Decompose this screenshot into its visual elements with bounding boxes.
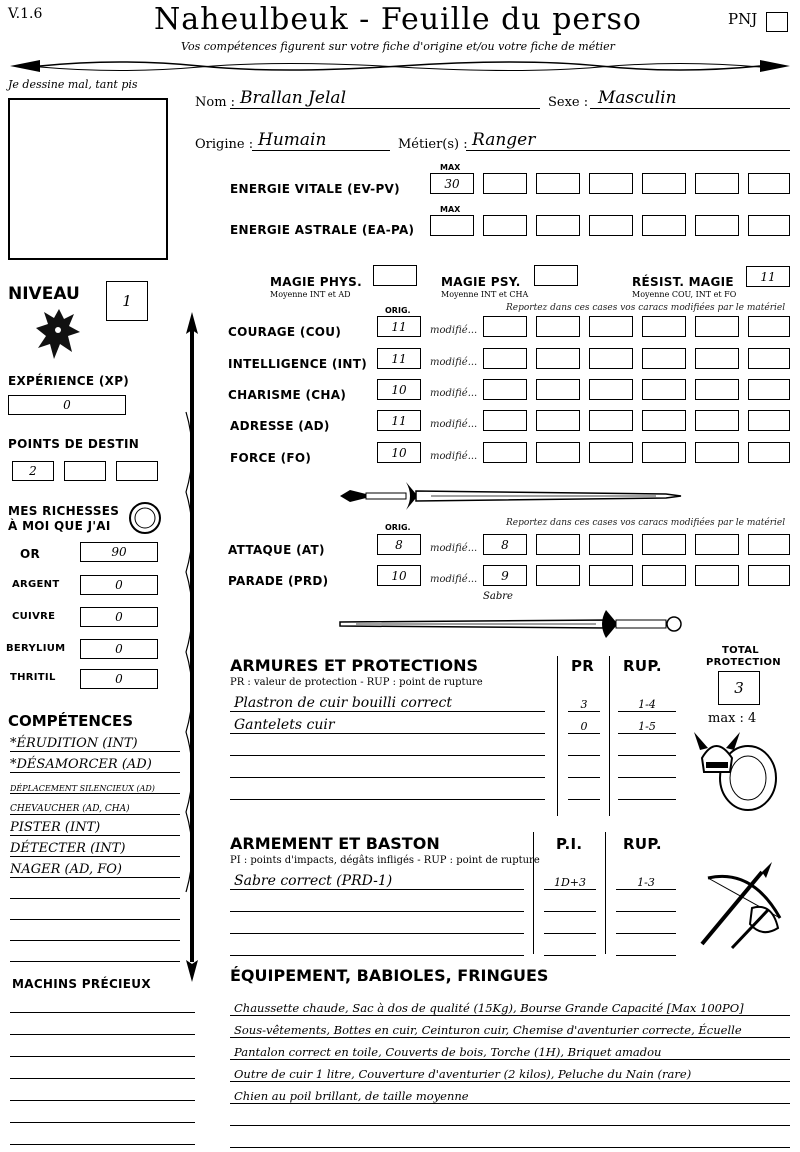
combat-note: Reportez dans ces cases vos caracs modifiées par le matériel — [506, 518, 786, 528]
armement-col-divider-2 — [605, 832, 606, 954]
arme-row-2-pi[interactable] — [544, 892, 596, 912]
magie-phys-box[interactable] — [373, 265, 417, 286]
courage-mod-5[interactable] — [695, 316, 739, 337]
arme-row-1-pi[interactable]: 1D+3 — [544, 870, 596, 890]
adresse-mod-1[interactable] — [483, 410, 527, 431]
attaque-mod-2[interactable] — [536, 534, 580, 555]
equipement-line-4[interactable]: Outre de cuir 1 litre, Couverture d'aventurier (2 kilos), Peluche du Nain (rare) — [230, 1060, 790, 1082]
ev-box-3[interactable] — [589, 173, 633, 194]
armure-row-2-pr[interactable]: 0 — [568, 714, 600, 734]
armement-title: ARMEMENT ET BASTON — [230, 834, 440, 853]
armure-row-3-name[interactable] — [230, 734, 545, 756]
machins-line-4[interactable] — [10, 1078, 195, 1079]
attaque-modif-label: modifié... — [430, 543, 478, 554]
or-box[interactable]: 90 — [80, 542, 158, 562]
machins-line-3[interactable] — [10, 1056, 195, 1057]
experience-box[interactable]: 0 — [8, 395, 126, 415]
armure-row-5-name[interactable] — [230, 778, 545, 800]
arme-row-2-rup[interactable] — [616, 892, 676, 912]
armure-row-2-rup[interactable]: 1-5 — [618, 714, 676, 734]
intelligence-modif-label: modifié... — [430, 357, 478, 368]
competence-10[interactable] — [10, 921, 180, 941]
ea-box-1[interactable] — [483, 215, 527, 236]
armure-row-1-pr[interactable]: 3 — [568, 692, 600, 712]
competence-1[interactable]: *ÉRUDITION (INT) — [10, 732, 180, 752]
adresse-orig-box[interactable]: 11 — [377, 410, 421, 431]
intelligence-orig-box[interactable]: 11 — [377, 348, 421, 369]
armement-sub: PI : points d'impacts, dégâts infligés - RUP : point de rupture — [230, 855, 540, 866]
arme-row-4-pi[interactable] — [544, 936, 596, 956]
cuivre-box[interactable]: 0 — [80, 607, 158, 627]
or-label: OR — [20, 547, 41, 561]
attaque-mod-4[interactable] — [642, 534, 686, 555]
armure-row-5-pr[interactable] — [568, 780, 600, 800]
niveau-label: NIVEAU — [8, 284, 80, 304]
ea-max-label: MAX — [440, 205, 461, 214]
machins-line-5[interactable] — [10, 1100, 195, 1101]
charisme-modif-label: modifié... — [430, 388, 478, 399]
force-label: FORCE (FO) — [230, 451, 312, 465]
parade-mod-4[interactable] — [642, 565, 686, 586]
portrait-caption: Je dessine mal, tant pis — [8, 78, 138, 91]
spear-ornament — [180, 312, 204, 982]
courage-label: COURAGE (COU) — [228, 325, 342, 339]
competence-2[interactable]: *DÉSAMORCER (AD) — [10, 753, 180, 773]
ev-box-1[interactable] — [483, 173, 527, 194]
experience-label: EXPÉRIENCE (XP) — [8, 374, 130, 388]
resist-magie-box[interactable]: 11 — [746, 266, 790, 287]
sword-icon — [336, 478, 686, 514]
sheet-title: Naheulbeuk - Feuille du perso — [154, 2, 642, 37]
weapons-icon — [692, 858, 788, 954]
berylium-box[interactable]: 0 — [80, 639, 158, 659]
equipement-line-6[interactable] — [230, 1104, 790, 1126]
armure-row-3-rup[interactable] — [618, 736, 676, 756]
ea-box-6[interactable] — [748, 215, 790, 236]
parade-orig-box[interactable]: 10 — [377, 565, 421, 586]
ea-box-4[interactable] — [642, 215, 686, 236]
portrait-box[interactable] — [8, 98, 168, 260]
niveau-box[interactable]: 1 — [106, 281, 148, 321]
nom-field-line — [230, 108, 540, 109]
charisme-orig-box[interactable]: 10 — [377, 379, 421, 400]
magie-phys-label: MAGIE PHYS. — [270, 275, 362, 289]
ea-label: ENERGIE ASTRALE (EA-PA) — [230, 223, 415, 237]
nom-label: Nom : — [195, 95, 236, 110]
parade-mod-6[interactable] — [748, 565, 790, 586]
equipement-line-2[interactable]: Sous-vêtements, Bottes en cuir, Ceinturon cuir, Chemise d'aventurier correcte, Écuelle — [230, 1016, 790, 1038]
intelligence-mod-3[interactable] — [589, 348, 633, 369]
destin-box-2[interactable] — [64, 461, 106, 481]
parade-label: PARADE (PRD) — [228, 574, 329, 588]
competence-5[interactable]: PISTER (INT) — [10, 816, 180, 836]
armure-row-1-rup[interactable]: 1-4 — [618, 692, 676, 712]
arme-row-4-rup[interactable] — [616, 936, 676, 956]
competence-8[interactable] — [10, 879, 180, 899]
parade-mod-1[interactable]: 9 — [483, 565, 527, 586]
armures-sub: PR : valeur de protection - RUP : point de rupture — [230, 677, 483, 688]
armure-row-5-rup[interactable] — [618, 780, 676, 800]
ev-label: ENERGIE VITALE (EV-PV) — [230, 182, 400, 196]
pnj-label: PNJ — [728, 10, 758, 28]
competence-6[interactable]: DÉTECTER (INT) — [10, 837, 180, 857]
ev-max-box[interactable]: 30 — [430, 173, 474, 194]
berylium-label: BERYLIUM — [6, 643, 66, 654]
competence-9[interactable] — [10, 900, 180, 920]
magie-phys-sub: Moyenne INT et AD — [270, 290, 351, 299]
charisme-mod-3[interactable] — [589, 379, 633, 400]
intelligence-mod-1[interactable] — [483, 348, 527, 369]
attaque-mod-6[interactable] — [748, 534, 790, 555]
charisme-label: CHARISME (CHA) — [228, 388, 347, 402]
richesses-label-1: MES RICHESSES — [8, 504, 120, 518]
magie-psy-sub: Moyenne INT et CHA — [441, 290, 529, 299]
force-modif-label: modifié... — [430, 451, 478, 462]
intelligence-mod-5[interactable] — [695, 348, 739, 369]
armure-row-4-pr[interactable] — [568, 758, 600, 778]
arme-row-2-name[interactable] — [230, 890, 524, 912]
sexe-field[interactable]: Masculin — [598, 88, 677, 108]
sexe-field-line — [590, 108, 790, 109]
coin-icon — [128, 501, 162, 535]
attaque-mod-1[interactable]: 8 — [483, 534, 527, 555]
machins-line-1[interactable] — [10, 1012, 195, 1013]
adresse-modif-label: modifié... — [430, 419, 478, 430]
magie-psy-label: MAGIE PSY. — [441, 275, 521, 289]
armure-row-4-name[interactable] — [230, 756, 545, 778]
nom-field[interactable]: Brallan Jelal — [240, 88, 347, 108]
courage-mod-3[interactable] — [589, 316, 633, 337]
arme-row-1-name[interactable]: Sabre correct (PRD-1) — [230, 868, 524, 890]
armement-pi-header: P.I. — [556, 835, 583, 853]
ea-max-box[interactable] — [430, 215, 474, 236]
adresse-mod-3[interactable] — [589, 410, 633, 431]
machins-line-6[interactable] — [10, 1122, 195, 1123]
dragon-icon — [34, 304, 84, 364]
machins-title: MACHINS PRÉCIEUX — [12, 977, 151, 991]
destin-box-1[interactable]: 2 — [12, 461, 54, 481]
thritil-label: THRITIL — [10, 672, 56, 683]
force-mod-2[interactable] — [536, 442, 580, 463]
charisme-mod-6[interactable] — [748, 379, 790, 400]
adresse-mod-4[interactable] — [642, 410, 686, 431]
adresse-mod-6[interactable] — [748, 410, 790, 431]
machins-line-2[interactable] — [10, 1034, 195, 1035]
metier-field-line — [466, 150, 790, 151]
equipement-line-5[interactable]: Chien au poil brillant, de taille moyenne — [230, 1082, 790, 1104]
adresse-mod-5[interactable] — [695, 410, 739, 431]
argent-label: ARGENT — [12, 579, 60, 590]
adresse-label: ADRESSE (AD) — [230, 419, 330, 433]
sexe-label: Sexe : — [548, 95, 589, 110]
arme-row-1-rup[interactable]: 1-3 — [616, 870, 676, 890]
sword-icon-2 — [336, 606, 686, 642]
armures-col-divider-2 — [609, 656, 610, 816]
destin-label: POINTS DE DESTIN — [8, 437, 140, 451]
charisme-mod-2[interactable] — [536, 379, 580, 400]
intelligence-mod-2[interactable] — [536, 348, 580, 369]
origine-field[interactable]: Humain — [258, 130, 327, 150]
header-spear-ornament — [0, 54, 800, 78]
attaque-label: ATTAQUE (AT) — [228, 543, 325, 557]
ea-box-3[interactable] — [589, 215, 633, 236]
ev-box-6[interactable] — [748, 173, 790, 194]
total-protection-label-1: TOTAL — [722, 645, 759, 656]
adresse-mod-2[interactable] — [536, 410, 580, 431]
cuivre-label: CUIVRE — [12, 611, 56, 622]
origine-label: Origine : — [195, 137, 254, 152]
intelligence-label: INTELLIGENCE (INT) — [228, 357, 367, 371]
metier-label: Métier(s) : — [398, 137, 468, 152]
force-mod-1[interactable] — [483, 442, 527, 463]
force-mod-5[interactable] — [695, 442, 739, 463]
magie-psy-box[interactable] — [534, 265, 578, 286]
equipement-line-1[interactable]: Chaussette chaude, Sac à dos de qualité (15Kg), Bourse Grande Capacité [Max 100PO] — [230, 994, 790, 1016]
armement-col-divider-1 — [533, 832, 534, 954]
arme-row-3-name[interactable] — [230, 912, 524, 934]
intelligence-mod-4[interactable] — [642, 348, 686, 369]
arme-row-3-rup[interactable] — [616, 914, 676, 934]
richesses-label-2: À MOI QUE J'AI — [8, 519, 111, 533]
attaque-mod-5[interactable] — [695, 534, 739, 555]
destin-box-3[interactable] — [116, 461, 158, 481]
total-protection-box[interactable]: 3 — [718, 671, 760, 705]
attaque-mod-3[interactable] — [589, 534, 633, 555]
armure-row-4-rup[interactable] — [618, 758, 676, 778]
pnj-checkbox[interactable] — [766, 12, 788, 32]
metier-field[interactable]: Ranger — [472, 130, 536, 150]
force-mod-4[interactable] — [642, 442, 686, 463]
armures-pr-header: PR — [571, 657, 595, 675]
parade-mod-5[interactable] — [695, 565, 739, 586]
force-orig-box[interactable]: 10 — [377, 442, 421, 463]
helmet-shield-icon — [692, 728, 782, 812]
ea-box-2[interactable] — [536, 215, 580, 236]
intelligence-mod-6[interactable] — [748, 348, 790, 369]
ev-box-4[interactable] — [642, 173, 686, 194]
version-label: V.1.6 — [8, 6, 43, 22]
competences-title: COMPÉTENCES — [8, 712, 134, 730]
armures-col-divider-1 — [557, 656, 558, 816]
armure-row-1-name[interactable]: Plastron de cuir bouilli correct — [230, 690, 545, 712]
caracs-orig-label: ORIG. — [385, 306, 411, 315]
machins-line-7[interactable] — [10, 1144, 195, 1145]
courage-mod-1[interactable] — [483, 316, 527, 337]
force-mod-6[interactable] — [748, 442, 790, 463]
competence-11[interactable] — [10, 942, 180, 962]
equipement-line-7[interactable] — [230, 1126, 790, 1148]
caracs-note: Reportez dans ces cases vos caracs modifiées par le matériel — [506, 303, 786, 313]
courage-mod-6[interactable] — [748, 316, 790, 337]
equipement-line-3[interactable]: Pantalon correct en toile, Couverts de bois, Torche (1H), Briquet amadou — [230, 1038, 790, 1060]
armures-rup-header: RUP. — [623, 657, 662, 675]
armement-rup-header: RUP. — [623, 835, 662, 853]
ea-box-5[interactable] — [695, 215, 739, 236]
armure-row-3-pr[interactable] — [568, 736, 600, 756]
thritil-box[interactable]: 0 — [80, 669, 158, 689]
competence-7[interactable]: NAGER (AD, FO) — [10, 858, 180, 878]
ev-box-2[interactable] — [536, 173, 580, 194]
total-protection-label-2: PROTECTION — [706, 657, 781, 668]
charisme-mod-1[interactable] — [483, 379, 527, 400]
arme-row-4-name[interactable] — [230, 934, 524, 956]
courage-mod-2[interactable] — [536, 316, 580, 337]
ev-box-5[interactable] — [695, 173, 739, 194]
origine-field-line — [252, 150, 390, 151]
charisme-mod-5[interactable] — [695, 379, 739, 400]
resist-magie-label: RÉSIST. MAGIE — [632, 275, 734, 289]
charisme-mod-4[interactable] — [642, 379, 686, 400]
total-protection-max: max : 4 — [708, 711, 757, 726]
attaque-orig-box[interactable]: 8 — [377, 534, 421, 555]
combat-orig-label: ORIG. — [385, 523, 411, 532]
competence-4[interactable]: CHEVAUCHER (AD, CHA) — [10, 795, 180, 815]
ev-max-label: MAX — [440, 163, 461, 172]
argent-box[interactable]: 0 — [80, 575, 158, 595]
resist-magie-sub: Moyenne COU, INT et FO — [632, 290, 737, 299]
courage-mod-4[interactable] — [642, 316, 686, 337]
parade-mod-caption: Sabre — [483, 591, 513, 602]
sheet-subtitle: Vos compétences figurent sur votre fiche d'origine et/ou votre fiche de métier — [181, 40, 615, 53]
courage-modif-label: modifié... — [430, 325, 478, 336]
force-mod-3[interactable] — [589, 442, 633, 463]
armures-title: ARMURES ET PROTECTIONS — [230, 656, 478, 675]
parade-modif-label: modifié... — [430, 574, 478, 585]
parade-mod-2[interactable] — [536, 565, 580, 586]
arme-row-3-pi[interactable] — [544, 914, 596, 934]
courage-orig-box[interactable]: 11 — [377, 316, 421, 337]
equipement-title: ÉQUIPEMENT, BABIOLES, FRINGUES — [230, 966, 549, 985]
competence-3[interactable]: DÉPLACEMENT SILENCIEUX (AD) — [10, 774, 180, 794]
armure-row-2-name[interactable]: Gantelets cuir — [230, 712, 545, 734]
parade-mod-3[interactable] — [589, 565, 633, 586]
